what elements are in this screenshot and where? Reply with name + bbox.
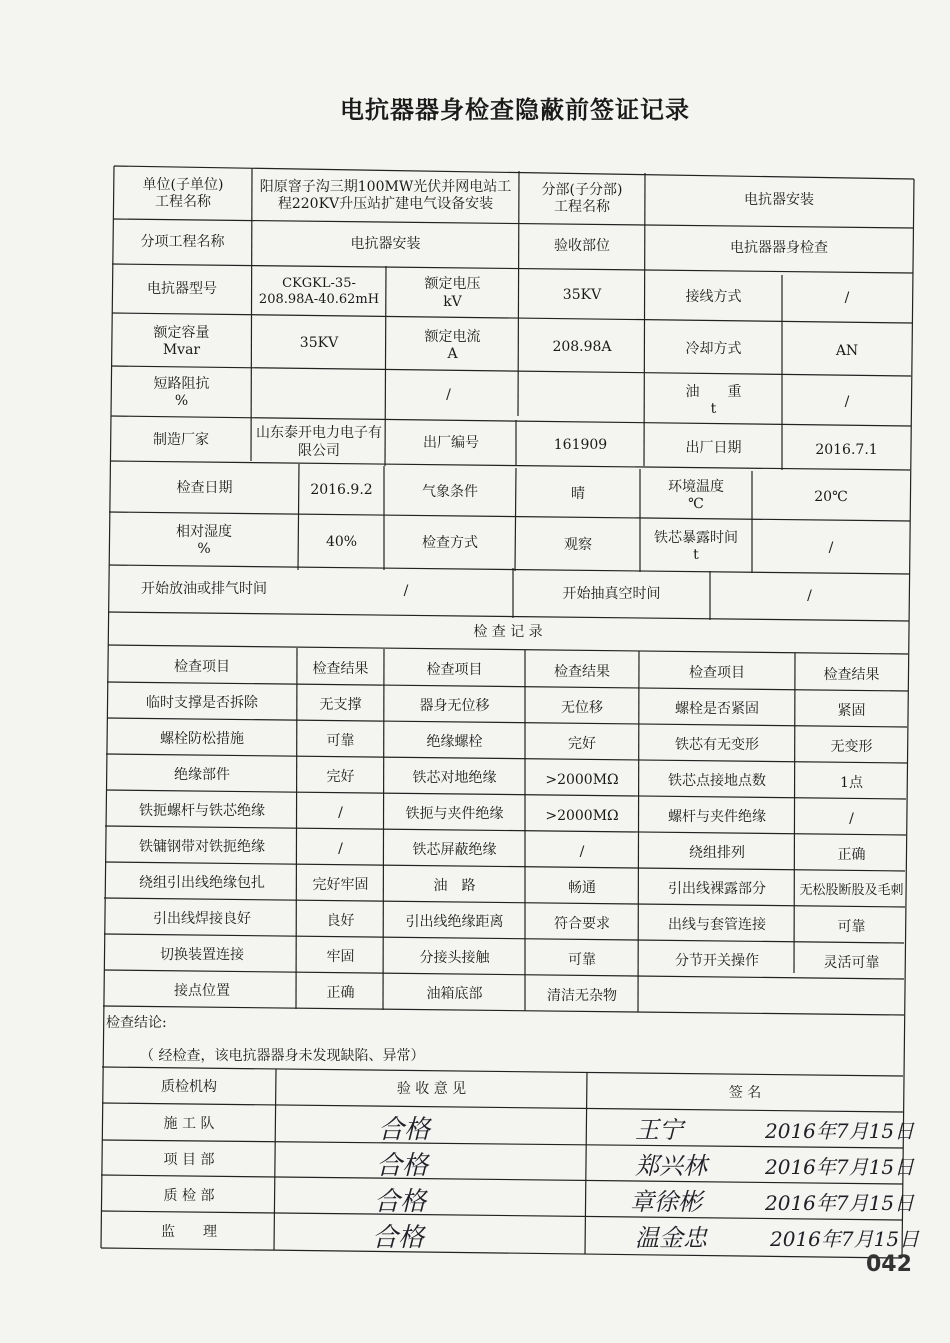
record-item-cell: 绕组引出线绝缘包扎 [139, 875, 265, 892]
conclusion-text: （ 经检查，该电抗器器身未发现缺陷、异常） [140, 1048, 425, 1065]
record-result-cell: 无支撑 [319, 696, 362, 713]
document-title: 电抗器器身检查隐蔽前签证记录 [340, 96, 690, 124]
signoff-opinion-handwritten: 合格 [372, 1223, 425, 1253]
record-item-cell: 出线与套管连接 [668, 917, 766, 934]
model-value: CKGKL-35-208.98A-40.62mH [258, 275, 380, 307]
signoff-opinion-handwritten: 合格 [376, 1151, 429, 1181]
signoff-date: 2016年7月15日 [770, 1227, 920, 1251]
record-result-cell: 畅通 [568, 879, 596, 896]
signoff-opinion-handwritten: 合格 [378, 1115, 431, 1145]
signoff-date: 2016年7月15日 [765, 1191, 915, 1215]
wiring-label: 接线方式 [685, 289, 742, 306]
signoff-signature: 郑兴林 [635, 1152, 707, 1180]
accept-label: 验收部位 [554, 238, 610, 255]
record-item-cell: 铁扼螺杆与铁芯绝缘 [139, 803, 265, 820]
record-item-cell: 油箱底部 [426, 986, 483, 1003]
core-exposure-label: 铁芯暴露时间 t [654, 529, 738, 563]
record-result-cell: 可靠 [326, 732, 355, 749]
record-result-cell: 无位移 [561, 699, 603, 716]
maker-label: 制造厂家 [153, 431, 209, 448]
humidity-label: 相对湿度 % [176, 523, 232, 557]
weather-value: 晴 [571, 485, 585, 502]
record-item-cell: 螺栓防松措施 [160, 731, 244, 748]
humidity-value: 40% [325, 534, 358, 551]
record-item-cell [639, 980, 795, 1016]
subunit-label: 分部(子分部) 工程名称 [541, 181, 623, 215]
vacuum-label: 开始抽真空时间 [562, 585, 661, 602]
signoff-signature: 王宁 [635, 1116, 683, 1144]
impedance-label: 短路阻抗 % [153, 375, 210, 409]
record-item-cell: 铁芯有无变形 [675, 737, 759, 754]
subunit-value: 电抗器安装 [744, 192, 814, 209]
record-item-cell: 引出线裸露部分 [668, 881, 766, 898]
record-result-cell: 可靠 [568, 951, 596, 968]
oil-weight-label: 油 重 t [685, 383, 742, 417]
record-col-item: 检查项目 [174, 659, 230, 676]
signoff-col-org: 质检机构 [161, 1079, 217, 1096]
signoff-date: 2016年7月15日 [765, 1155, 915, 1179]
page-number: 042 [866, 1252, 912, 1277]
date-value: 2016.7.1 [815, 442, 878, 459]
rated-voltage-value: 35KV [562, 287, 602, 304]
record-result-cell: 正确 [326, 984, 355, 1001]
record-result-cell: 1点 [840, 774, 863, 791]
record-result-cell: >2000MΩ [545, 771, 619, 788]
record-result-cell: 紧固 [837, 702, 866, 719]
record-result-cell [795, 982, 908, 1018]
record-col-result: 检查结果 [823, 666, 880, 683]
record-col-result: 检查结果 [554, 663, 610, 680]
signoff-col-sign: 签 名 [728, 1085, 762, 1102]
record-item-cell: 引出线绝缘距离 [405, 914, 504, 931]
record-result-cell: 完好牢固 [312, 876, 369, 893]
subitem-value: 电抗器安装 [350, 235, 421, 252]
vacuum-value: / [807, 587, 812, 604]
unit-label: 单位(子单位) 工程名称 [142, 176, 224, 210]
signoff-org: 监 理 [161, 1224, 217, 1241]
signoff-org: 施 工 队 [163, 1116, 215, 1133]
oil-drain-label: 开始放油或排气时间 [141, 581, 267, 598]
env-temp-label: 环境温度 ℃ [668, 478, 724, 512]
check-date-label: 检查日期 [176, 480, 233, 497]
signoff-org: 质 检 部 [163, 1188, 215, 1205]
record-item-cell: 螺栓是否紧固 [675, 701, 759, 718]
record-col-item: 检查项目 [426, 662, 483, 679]
core-exposure-value: / [828, 540, 834, 557]
record-col-result: 检查结果 [312, 660, 369, 677]
record-item-cell: 器身无位移 [419, 698, 490, 715]
signoff-org: 项 目 部 [163, 1152, 215, 1169]
record-result-cell: 正确 [837, 846, 866, 863]
wiring-value: / [844, 290, 850, 307]
date-label: 出厂日期 [685, 440, 742, 457]
record-result-cell: 牢固 [326, 948, 355, 965]
record-item-cell: 油 路 [433, 878, 476, 895]
method-value: 观察 [564, 537, 592, 554]
env-temp-value: 20℃ [814, 489, 848, 506]
record-result-cell: 无松股断股及毛刺 [799, 883, 904, 899]
rated-current-label: 额定电流 A [424, 328, 481, 362]
record-item-cell: 铁镛钢带对铁扼绝缘 [139, 839, 265, 856]
record-item-cell: 临时支撑是否拆除 [146, 695, 258, 712]
unit-value: 阳原窨子沟三期100MW光伏并网电站工程220KV升压站扩建电气设备安装 [259, 178, 512, 212]
record-result-cell: 可靠 [837, 918, 866, 935]
record-section-title: 检 查 记 录 [473, 624, 543, 641]
record-col-item: 检查项目 [689, 665, 745, 682]
signoff-col-opinion: 验 收 意 见 [396, 1081, 467, 1098]
signoff-date: 2016年7月15日 [765, 1119, 915, 1143]
rated-current-value: 208.98A [552, 339, 612, 356]
oil-drain-value: / [403, 582, 409, 599]
rated-voltage-label: 额定电压 kV [424, 276, 481, 310]
weather-label: 气象条件 [422, 483, 478, 500]
record-item-cell: 分节开关操作 [675, 953, 759, 970]
record-item-cell: 接点位置 [174, 983, 230, 1000]
record-result-cell: 无变形 [830, 738, 873, 755]
record-item-cell: 绕组排列 [689, 845, 745, 862]
signoff-opinion-handwritten: 合格 [374, 1187, 427, 1217]
record-result-cell: / [338, 804, 343, 821]
record-item-cell: 绝缘部件 [174, 767, 230, 784]
record-item-cell: 分接头接触 [419, 950, 490, 967]
record-result-cell: / [579, 843, 585, 860]
method-label: 检查方式 [422, 535, 478, 552]
record-result-cell: 符合要求 [554, 915, 610, 932]
record-item-cell: 切换装置连接 [160, 947, 244, 964]
signoff-signature: 温金忠 [635, 1224, 707, 1252]
record-result-cell: >2000MΩ [545, 807, 619, 824]
record-item-cell: 铁芯对地绝缘 [412, 770, 497, 787]
serial-value: 161909 [553, 437, 608, 454]
record-result-cell: / [338, 840, 343, 857]
impedance-value: / [446, 387, 451, 404]
serial-label: 出厂编号 [423, 435, 479, 452]
record-item-cell: 引出线焊接良好 [153, 911, 251, 928]
oil-weight-value: / [844, 394, 850, 411]
record-item-cell: 铁芯点接地点数 [668, 773, 766, 790]
record-result-cell: 完好 [326, 768, 355, 785]
record-item-cell: 绝缘螺栓 [426, 734, 483, 751]
record-item-cell: 铁芯屏蔽绝缘 [412, 842, 497, 859]
cooling-label: 冷却方式 [685, 341, 742, 358]
record-result-cell: 清洁无杂物 [547, 987, 617, 1004]
subitem-label: 分项工程名称 [140, 233, 225, 250]
record-item-cell: 螺杆与夹件绝缘 [668, 809, 766, 826]
record-result-cell: 良好 [326, 912, 355, 929]
capacity-value: 35KV [299, 335, 339, 352]
maker-value: 山东泰开电力电子有限公司 [256, 425, 382, 459]
conclusion-label: 检查结论: [106, 1015, 167, 1032]
cooling-value: AN [835, 343, 859, 360]
record-result-cell: 灵活可靠 [823, 954, 880, 971]
model-label: 电抗器型号 [147, 281, 217, 298]
check-date-value: 2016.9.2 [310, 482, 373, 499]
record-result-cell: / [849, 810, 854, 827]
accept-value: 电抗器器身检查 [730, 240, 828, 257]
record-item-cell: 铁扼与夹件绝缘 [405, 806, 504, 823]
signoff-signature: 章徐彬 [630, 1188, 702, 1216]
capacity-label: 额定容量 Mvar [153, 324, 210, 358]
record-result-cell: 完好 [568, 735, 596, 752]
